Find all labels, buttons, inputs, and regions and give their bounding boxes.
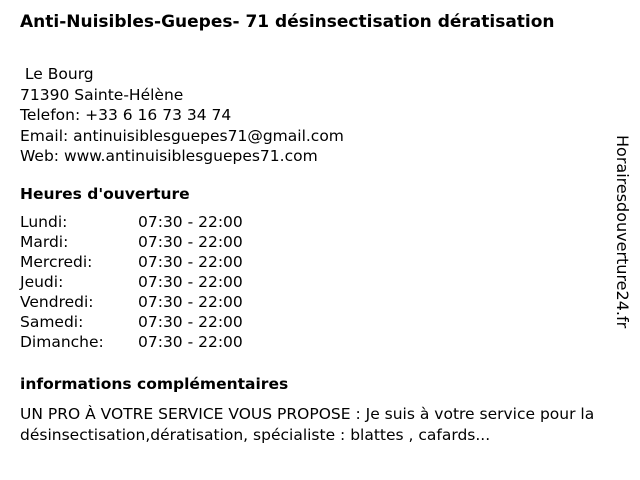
opening-hours-heading: Heures d'ouverture xyxy=(20,185,190,203)
additional-info-heading: informations complémentaires xyxy=(20,375,289,393)
contact-block xyxy=(20,64,344,167)
day-label: Lundi: xyxy=(20,213,68,231)
time-range: 07:30 - 22:00 xyxy=(138,313,243,331)
hours-row-thursday xyxy=(20,272,243,292)
email-line: Email: antinuisiblesguepes71@gmail.com xyxy=(20,126,344,145)
day-label: Mardi: xyxy=(20,233,69,251)
time-range: 07:30 - 22:00 xyxy=(138,233,243,251)
hours-row-wednesday xyxy=(20,252,243,272)
time-range: 07:30 - 22:00 xyxy=(138,333,243,351)
address-street: Le Bourg xyxy=(20,65,94,83)
day-label: Vendredi: xyxy=(20,293,94,311)
day-label: Jeudi: xyxy=(20,273,64,291)
opening-hours-table xyxy=(20,212,243,352)
time-range: 07:30 - 22:00 xyxy=(138,253,243,271)
hours-row-tuesday xyxy=(20,232,243,252)
address-city: 71390 Sainte-Hélène xyxy=(20,85,184,104)
day-label: Samedi: xyxy=(20,313,84,331)
hours-row-saturday xyxy=(20,312,243,332)
additional-info-text: UN PRO À VOTRE SERVICE VOUS PROPOSE : Je suis à votre service pour la désinsectisation,dératisation, spécialiste : blattes , cafards... xyxy=(20,405,595,444)
phone-line: Telefon: +33 6 16 73 34 74 xyxy=(20,106,232,124)
time-range: 07:30 - 22:00 xyxy=(138,293,243,311)
business-title: Anti-Nuisibles-Guepes- 71 désinsectisation dératisation xyxy=(20,12,555,32)
hours-row-friday xyxy=(20,292,243,312)
hours-row-monday xyxy=(20,212,243,232)
day-label: Dimanche: xyxy=(20,333,104,351)
hours-row-sunday xyxy=(20,332,243,352)
time-range: 07:30 - 22:00 xyxy=(138,273,243,291)
time-range: 07:30 - 22:00 xyxy=(138,213,243,231)
site-watermark: Horairesdouverture24.fr xyxy=(613,135,632,329)
web-line: Web: www.antinuisiblesguepes71.com xyxy=(20,147,318,165)
day-label: Mercredi: xyxy=(20,253,93,271)
